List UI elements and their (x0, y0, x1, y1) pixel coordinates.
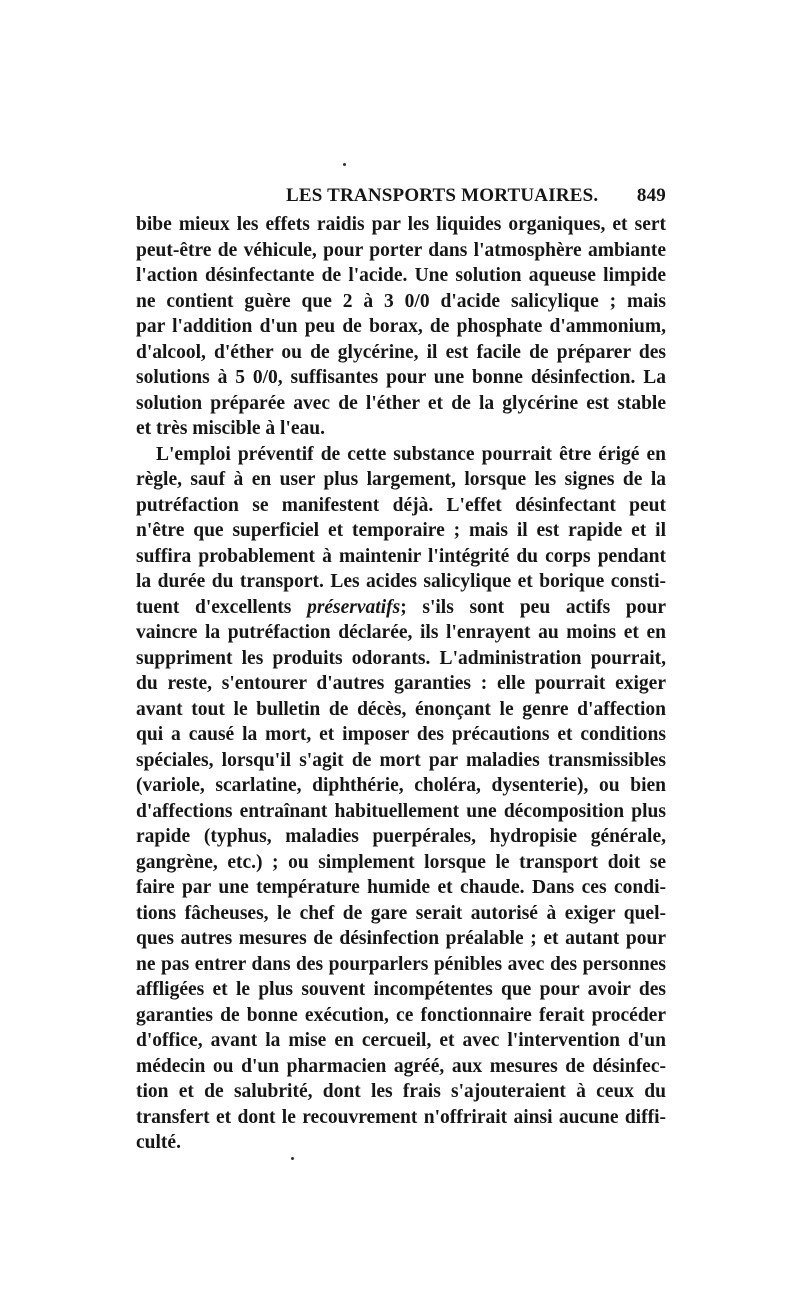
text-line: par l'addition d'un peu de borax, de phosphate d'ammonium, (136, 316, 666, 337)
text-line: affligées et le plus souvent incompétentes que pour avoir des (136, 979, 666, 1000)
text-line: ne pas entrer dans des pourparlers pénibles avec des personnes (136, 953, 666, 975)
text-line: solutions à 5 0/0, suffisantes pour une bonne désinfection. La (136, 367, 666, 388)
text-line: faire par une température humide et chaude. Dans ces condi- (136, 877, 666, 898)
text-line: médecin ou d'un pharmacien agréé, aux mesures de désinfec- (136, 1055, 666, 1077)
text-line: rapide (typhus, maladies puerpérales, hydropisie générale, (136, 826, 666, 847)
text-fragment: tuent d'excellents (136, 596, 308, 618)
text-fragment: ; s'ils sont peu actifs pour (400, 596, 666, 618)
text-line: qui a causé la mort, et imposer des précautions et conditions (136, 724, 666, 745)
text-line: du reste, s'entourer d'autres garanties : elle pourrait exiger (136, 673, 666, 694)
text-line: culté. (136, 1132, 181, 1153)
text-line: transfert et dont le recouvrement n'offrirait ainsi aucune diffi- (136, 1106, 666, 1128)
page-number: 849 (636, 185, 666, 206)
text-line: ne contient guère que 2 à 3 0/0 d'acide salicylique ; mais (136, 290, 666, 312)
text-line: tions fâcheuses, le chef de gare serait autorisé à exiger quel- (136, 902, 666, 924)
text-line-with-italic (136, 595, 666, 621)
text-line: d'affections entraînant habituellement une décomposition plus (136, 800, 666, 822)
text-line: L'emploi préventif de cette substance pourrait être érigé en (156, 443, 666, 465)
text-line: la durée du transport. Les acides salicylique et borique consti- (136, 571, 666, 592)
text-line: n'être que superficiel et temporaire ; mais il est rapide et il (136, 520, 666, 541)
text-line: l'action désinfectante de l'acide. Une solution aqueuse limpide (136, 265, 666, 286)
text-line: garanties de bonne exécution, ce fonctionnaire ferait procéder (136, 1004, 666, 1026)
running-header (136, 185, 666, 209)
text-line: règle, sauf à en user plus largement, lorsque les signes de la (136, 469, 666, 490)
text-line: solution préparée avec de l'éther et de la glycérine est stable (136, 392, 666, 414)
text-line: suffira probablement à maintenir l'intégrité du corps pendant (136, 545, 666, 567)
running-title: LES TRANSPORTS MORTUAIRES. (286, 185, 599, 206)
text-line: et très miscible à l'eau. (136, 418, 325, 439)
text-line: vaincre la putréfaction déclarée, ils l'enrayent au moins et en (136, 622, 666, 643)
text-line: suppriment les produits odorants. L'administration pourrait, (136, 647, 666, 669)
text-line: peut-être de véhicule, pour porter dans l'atmosphère ambiante (136, 239, 666, 261)
text-line: ques autres mesures de désinfection préalable ; et autant pour (136, 928, 666, 949)
text-line: bibe mieux les effets raidis par les liquides organiques, et sert (136, 214, 666, 235)
print-speck (343, 163, 346, 166)
italic-term: préservatifs (307, 596, 401, 618)
text-line: gangrène, etc.) ; ou simplement lorsque le transport doit se (136, 851, 666, 873)
text-line: d'office, avant la mise en cercueil, et avec l'intervention d'un (136, 1030, 666, 1051)
text-line: (variole, scarlatine, diphthérie, choléra, dysenterie), ou bien (136, 775, 666, 796)
body-text (136, 212, 666, 1156)
text-line: d'alcool, d'éther ou de glycérine, il est facile de préparer des (136, 341, 666, 363)
text-line: avant tout le bulletin de décès, énonçant le genre d'affection (136, 698, 666, 720)
text-line: tion et de salubrité, dont les frais s'ajouteraient à ceux du (136, 1081, 666, 1102)
print-speck (291, 1157, 294, 1160)
text-line: spéciales, lorsqu'il s'agit de mort par maladies transmissibles (136, 749, 666, 771)
text-line: putréfaction se manifestent déjà. L'effet désinfectant peut (136, 494, 666, 516)
